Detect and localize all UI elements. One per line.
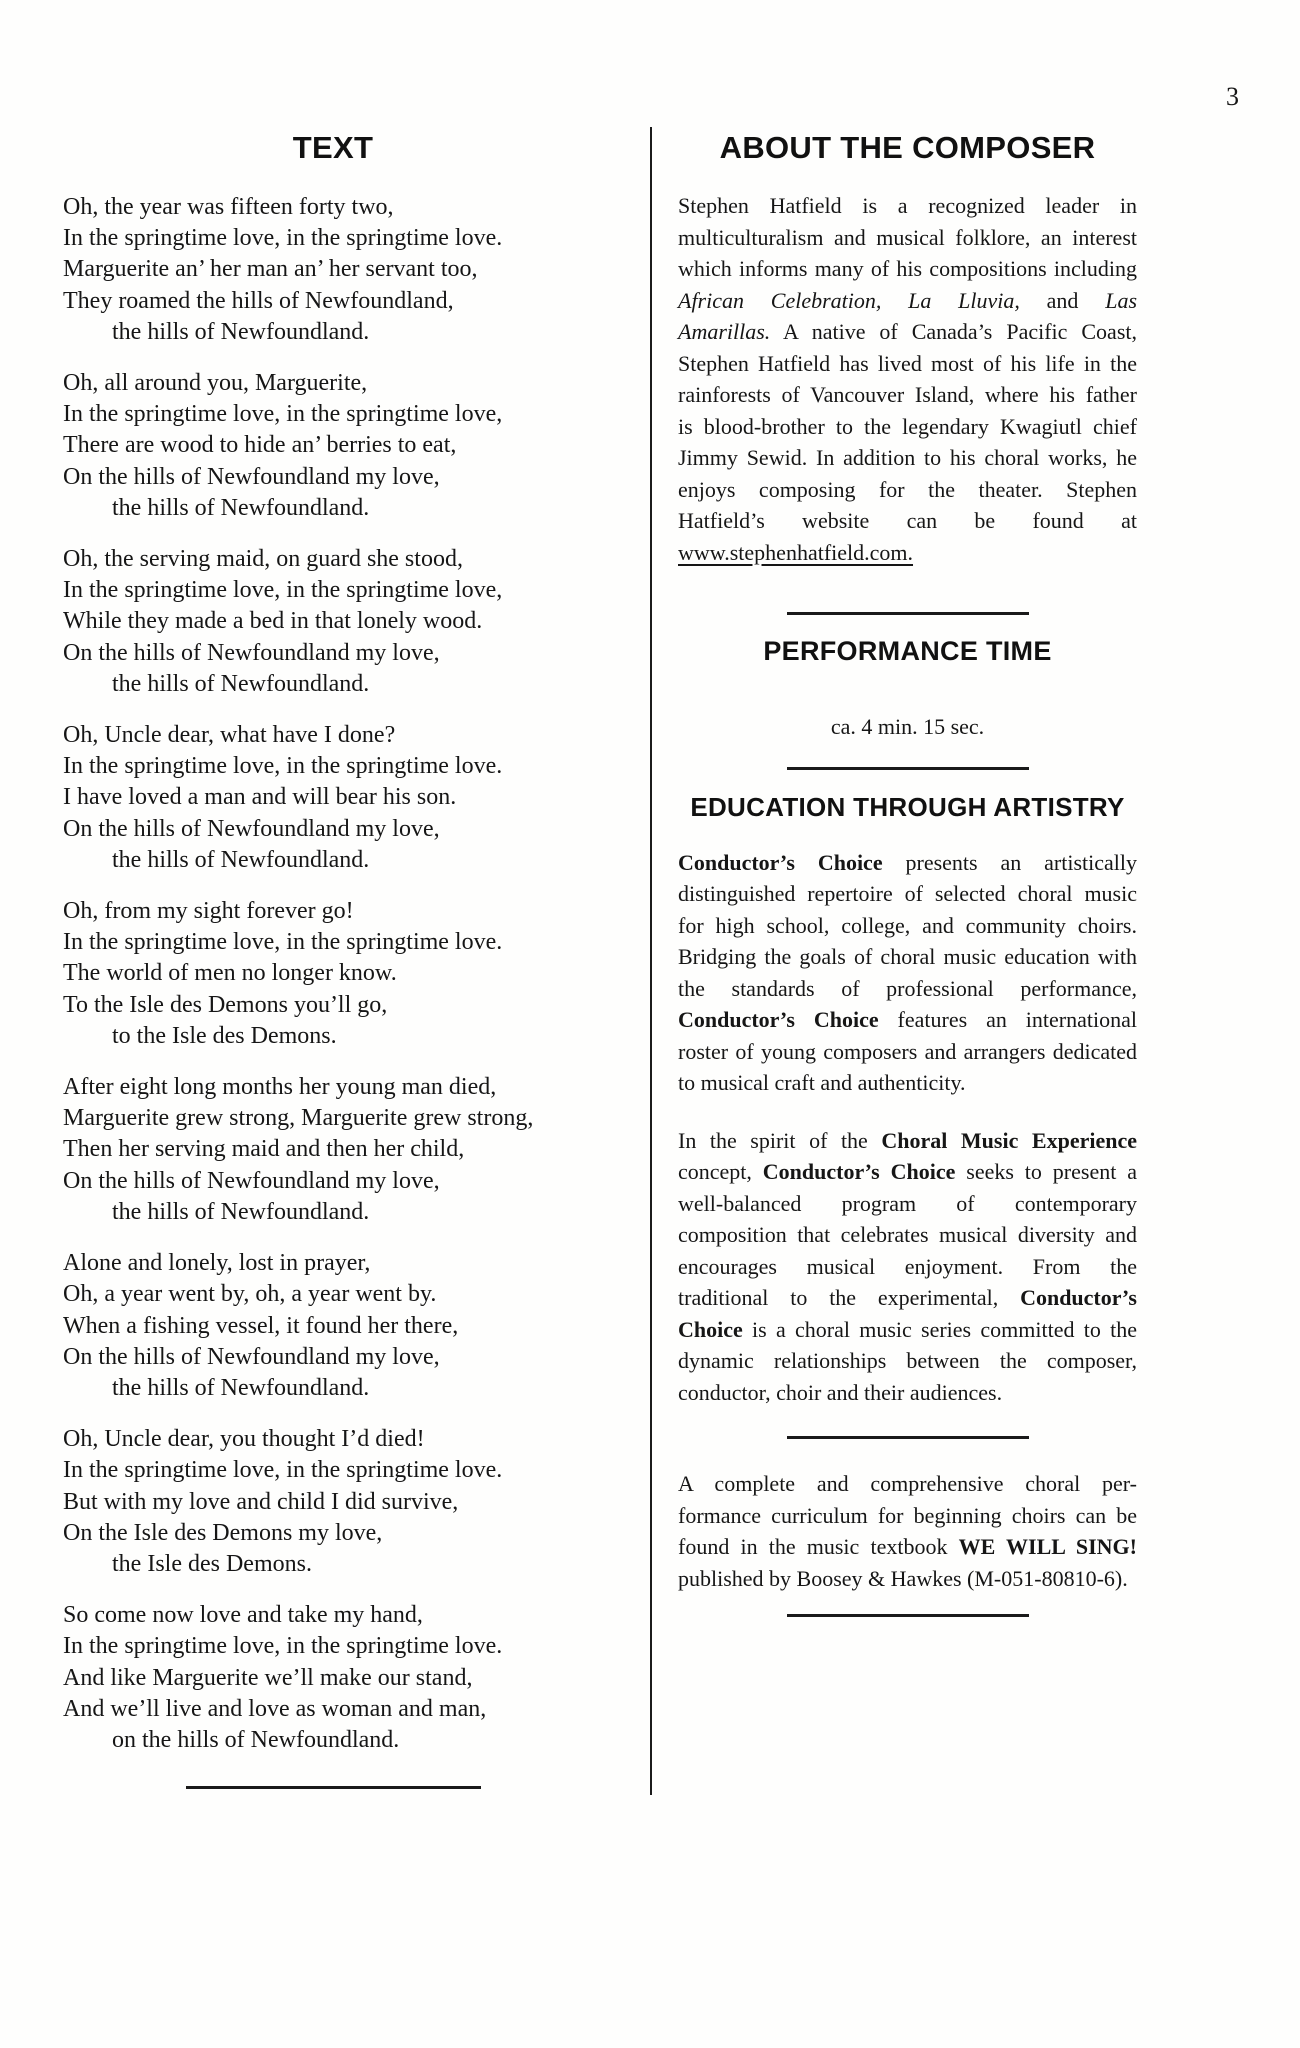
lyric-line: the hills of Newfoundland. [112, 846, 370, 873]
lyric-line: In the springtime love, in the springtime love. [63, 929, 503, 956]
text-line [678, 1531, 1137, 1563]
lyric-line: the hills of Newfoundland. [112, 1374, 370, 1401]
lyric-line: On the hills of Newfoundland my love, [63, 463, 440, 490]
lyric-line: Oh, the serving maid, on guard she stood, [63, 546, 463, 573]
lyric-line: Oh, the year was fifteen forty two, [63, 194, 394, 220]
text-run: African Celebration, La Lluvia, [678, 287, 1020, 313]
text-line [678, 537, 1137, 569]
lyric-line: But with my love and child I did survive, [63, 1488, 459, 1515]
section-rule [787, 1436, 1029, 1439]
lyric-line: To the Isle des Demons you’ll go, [63, 991, 388, 1018]
text-run: is a choral music series committed to the [742, 1316, 1137, 1342]
text-run: for high school, college, and community choirs. [678, 912, 1137, 938]
text-line [678, 316, 1137, 348]
text-run: presents an artistically [882, 849, 1137, 875]
text-run: concept, [678, 1159, 763, 1184]
text-run: In the spirit of the [678, 1127, 882, 1153]
lyric-stanza [63, 1424, 603, 1580]
performance-duration: ca. 4 min. 15 sec. [830, 714, 985, 739]
text-run: enjoys composing for the theater. Stephen [678, 476, 1137, 502]
lyric-line: the hills of Newfoundland. [112, 670, 370, 697]
text-run: Stephen Hatfield is a recognized leader in [678, 193, 1137, 218]
lyric-line: the hills of Newfoundland. [112, 318, 370, 345]
lyric-line: In the springtime love, in the springtime love. [63, 225, 503, 252]
lyric-line: In the springtime love, in the springtime love. [63, 753, 503, 780]
text-run: to musical craft and authenticity. [678, 1070, 966, 1095]
lyric-line: Then her serving maid and then her child, [63, 1136, 465, 1163]
text-line [678, 1345, 1137, 1377]
text-line [678, 379, 1137, 411]
lyric-stanza [63, 192, 603, 348]
text-run: conductor, choir and their audiences. [678, 1379, 1003, 1405]
lyric-line: In the springtime love, in the springtime love. [63, 1457, 503, 1484]
lyric-line: After eight long months her young man died, [63, 1074, 497, 1101]
lyric-stanza [63, 720, 603, 876]
text-run: seeks to present a [955, 1159, 1137, 1184]
text-line [678, 1067, 1137, 1099]
lyric-line: on the hills of Newfoundland. [112, 1726, 400, 1753]
lyric-line: Alone and lonely, lost in prayer, [63, 1250, 371, 1277]
text-line [678, 847, 1137, 879]
text-line [678, 1468, 1137, 1500]
text-run: found in the music textbook [678, 1534, 959, 1559]
lyric-line: When a fishing vessel, it found her there, [63, 1312, 459, 1339]
text-run: composition that celebrates musical diversity and [678, 1222, 1137, 1247]
lyric-line: The world of men no longer know. [63, 960, 397, 987]
lyric-line: Oh, a year went by, oh, a year went by. [63, 1281, 437, 1308]
text-line [678, 1377, 1137, 1409]
text-run: Amarillas. [678, 319, 771, 344]
performance-time-heading: PERFORMANCE TIME [763, 636, 1052, 666]
lyric-line: to the Isle des Demons. [112, 1022, 337, 1049]
about-paragraph [678, 190, 1137, 568]
text-line [678, 1219, 1137, 1251]
lyric-line: Oh, Uncle dear, what have I done? [63, 722, 396, 749]
lyric-stanza [63, 1072, 603, 1228]
lyric-line: I have loved a man and will bear his son. [63, 784, 457, 811]
text-line [678, 1004, 1137, 1036]
text-run: which informs many of his compositions including [678, 256, 1137, 281]
text-run: multiculturalism and musical folklore, an interest [678, 224, 1137, 250]
text-line [678, 505, 1137, 537]
lyrics-heading: TEXT [292, 130, 374, 165]
text-line [678, 411, 1137, 443]
text-line [678, 348, 1137, 380]
section-rule [186, 1786, 481, 1789]
lyric-line: In the springtime love, in the springtime love. [63, 1633, 503, 1660]
lyric-line: In the springtime love, in the springtime love, [63, 401, 503, 428]
lyric-stanza [63, 368, 603, 524]
lyrics [63, 192, 603, 1756]
about-heading: ABOUT THE COMPOSER [719, 130, 1096, 165]
text-line [678, 878, 1137, 910]
text-run: dynamic relationships between the composer, [678, 1348, 1137, 1373]
text-line [678, 222, 1137, 254]
text-run: distinguished repertoire of selected choral music [678, 881, 1137, 906]
text-run: well-balanced program of contemporary [678, 1190, 1137, 1216]
text-line [678, 1036, 1137, 1068]
lyric-line: On the hills of Newfoundland my love, [63, 815, 440, 842]
lyric-stanza [63, 544, 603, 700]
column-divider [650, 127, 652, 1795]
lyric-line: Marguerite grew strong, Marguerite grew strong, [63, 1105, 534, 1132]
lyric-stanza [63, 1600, 603, 1756]
text-line [678, 285, 1137, 317]
lyric-line: In the springtime love, in the springtime love, [63, 577, 503, 604]
lyric-line: And we’ll live and love as woman and man, [63, 1695, 487, 1722]
text-line [678, 1500, 1137, 1532]
text-line [678, 941, 1137, 973]
lyric-line: There are wood to hide an’ berries to eat, [63, 432, 457, 459]
lyric-stanza [63, 1248, 603, 1404]
text-line [678, 1156, 1137, 1188]
closing-paragraph [678, 1468, 1137, 1594]
text-run: rainforests of Vancouver Island, where his father [678, 382, 1137, 407]
education-paragraph-2 [678, 1125, 1137, 1409]
text-run: roster of young composers and arrangers dedicated [678, 1038, 1137, 1064]
text-line [678, 190, 1137, 222]
education-heading: EDUCATION THROUGH ARTISTRY [690, 791, 1125, 822]
lyric-line: On the hills of Newfoundland my love, [63, 1167, 440, 1194]
text-run: Jimmy Sewid. In addition to his choral works, he [678, 445, 1137, 470]
text-run: Las [1105, 287, 1138, 313]
text-line [678, 1282, 1137, 1314]
lyric-line: the hills of Newfoundland. [112, 1198, 370, 1225]
text-run: features an international [878, 1007, 1137, 1032]
education-paragraph-1 [678, 847, 1137, 1099]
section-rule [787, 612, 1029, 615]
lyric-line: While they made a bed in that lonely wood. [63, 608, 483, 635]
text-line [678, 253, 1137, 285]
text-line [678, 1314, 1137, 1346]
lyric-line: So come now love and take my hand, [63, 1602, 423, 1629]
text-run: Conductor’s [1020, 1285, 1137, 1310]
lyric-line: On the hills of Newfoundland my love, [63, 639, 440, 666]
text-run: formance curriculum for beginning choirs can be [678, 1502, 1137, 1528]
text-run: published by Boosey & Hawkes (M-051-80810-6). [678, 1565, 1128, 1591]
text-run: Choice [678, 1316, 743, 1342]
text-run: Conductor’s Choice [678, 849, 883, 875]
lyric-line: Oh, Uncle dear, you thought I’d died! [63, 1426, 425, 1453]
text-run: Conductor’s Choice [678, 1007, 879, 1032]
text-run: A complete and comprehensive choral per- [678, 1471, 1137, 1496]
text-run: Stephen Hatfield has lived most of his life in the [678, 350, 1137, 376]
lyric-line: Marguerite an’ her man an’ her servant too, [63, 256, 478, 283]
text-line [678, 474, 1137, 506]
text-run: Conductor’s Choice [762, 1159, 956, 1184]
text-run: Hatfield’s website can be found at [678, 508, 1137, 533]
text-run: and [1019, 287, 1106, 313]
lyric-line: And like Marguerite we’ll make our stand, [63, 1664, 473, 1691]
text-line [678, 442, 1137, 474]
page-number: 3 [1226, 82, 1239, 111]
text-run: A native of Canada’s Pacific Coast, [770, 319, 1137, 344]
text-run: Bridging the goals of choral music education with [678, 944, 1137, 969]
lyric-line: Oh, all around you, Marguerite, [63, 370, 368, 397]
section-rule [787, 1614, 1029, 1617]
text-run: WE WILL SING! [958, 1534, 1137, 1559]
lyric-line: the Isle des Demons. [112, 1550, 312, 1577]
text-run: is blood-brother to the legendary Kwagiutl chief [678, 413, 1137, 439]
lyric-line: the hills of Newfoundland. [112, 494, 370, 521]
lyrics-column [63, 130, 603, 1789]
text-run: encourages musical enjoyment. From the [678, 1253, 1137, 1279]
text-run: Choral Music Experience [881, 1127, 1137, 1153]
text-run: traditional to the experimental, [678, 1285, 1021, 1310]
text-line [678, 1251, 1137, 1283]
text-line [678, 1125, 1137, 1157]
lyric-line: On the Isle des Demons my love, [63, 1519, 383, 1546]
text-line [678, 1188, 1137, 1220]
lyric-line: On the hills of Newfoundland my love, [63, 1343, 440, 1370]
lyric-line: They roamed the hills of Newfoundland, [63, 287, 454, 314]
text-run: www.stephenhatfield.com. [678, 539, 914, 565]
text-run: the standards of professional performance, [678, 975, 1137, 1001]
text-line [678, 973, 1137, 1005]
lyric-stanza [63, 896, 603, 1052]
section-rule [787, 767, 1029, 770]
text-line [678, 1563, 1137, 1595]
lyric-line: Oh, from my sight forever go! [63, 898, 354, 925]
text-line [678, 910, 1137, 942]
info-column [678, 130, 1137, 1617]
